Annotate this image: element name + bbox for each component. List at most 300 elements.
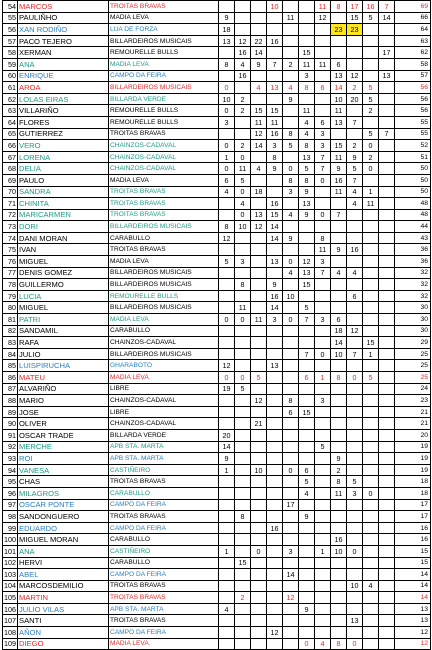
team-cell: CHAINZOS-CADAVAL [109,140,219,152]
round-score-cell [347,256,363,268]
round-score-cell: 10 [235,221,251,233]
round-score-cell: 5 [283,140,299,152]
round-score-cell: 14 [251,140,267,152]
round-score-cell [331,256,347,268]
round-score-cell [251,267,267,279]
round-score-cell [267,453,283,465]
round-score-cell: 13 [331,116,347,128]
round-score-cell [331,232,347,244]
round-score-cell: 9 [299,209,315,221]
round-score-cell [379,615,395,627]
team-cell: BILLARDEIROS MUSICAIS [109,348,219,360]
round-score-cell: 4 [235,58,251,70]
round-score-cell [331,221,347,233]
round-score-cell: 4 [219,603,235,615]
round-score-cell [299,592,315,604]
round-score-cell [299,453,315,465]
round-score-cell [283,429,299,441]
round-score-cell: 9 [267,163,283,175]
round-score-cell: 4 [251,82,267,94]
round-score-cell [235,267,251,279]
round-score-cell [267,186,283,198]
round-score-cell [299,545,315,557]
player-name-cell: SANDRA [18,186,109,198]
round-score-cell [235,348,251,360]
position-cell: 66 [3,140,18,152]
round-score-cell [283,1,299,13]
round-score-cell [299,93,315,105]
round-score-cell [315,487,331,499]
total-score-cell: 12 [395,627,431,639]
round-score-cell: 10 [251,464,267,476]
round-score-cell [219,1,235,13]
player-name-cell: MILAGROS [18,487,109,499]
position-cell: 91 [3,429,18,441]
round-score-cell: 13 [299,151,315,163]
round-score-cell [379,186,395,198]
round-score-cell [363,615,379,627]
position-cell: 78 [3,279,18,291]
table-row [3,163,431,175]
round-score-cell: 15 [299,47,315,59]
round-score-cell: 0 [219,140,235,152]
position-cell: 54 [3,1,18,13]
round-score-cell: 8 [299,174,315,186]
round-score-cell [363,70,379,82]
player-name-cell: DELIA [18,163,109,175]
round-score-cell [379,244,395,256]
round-score-cell: 4 [299,128,315,140]
round-score-cell [347,557,363,569]
round-score-cell: 4 [235,198,251,210]
round-score-cell: 1 [363,186,379,198]
table-row [3,221,431,233]
round-score-cell [267,476,283,488]
round-score-cell [363,383,379,395]
round-score-cell [283,302,299,314]
round-score-cell [219,128,235,140]
round-score-cell: 20 [219,429,235,441]
round-score-cell [363,441,379,453]
round-score-cell [251,325,267,337]
round-score-cell: 11 [315,1,331,13]
round-score-cell: 15 [267,209,283,221]
round-score-cell [347,534,363,546]
round-score-cell [251,557,267,569]
round-score-cell [363,232,379,244]
round-score-cell [283,418,299,430]
round-score-cell [251,302,267,314]
player-name-cell: CHAS [18,476,109,488]
round-score-cell [315,615,331,627]
round-score-cell [299,441,315,453]
round-score-cell: 4 [219,186,235,198]
position-cell: 56 [3,24,18,36]
round-score-cell [219,267,235,279]
round-score-cell: 11 [299,105,315,117]
round-score-cell: 9 [299,186,315,198]
round-score-cell [251,151,267,163]
position-cell: 84 [3,348,18,360]
round-score-cell [315,406,331,418]
table-row [3,534,431,546]
total-score-cell: 21 [395,406,431,418]
total-score-cell: 52 [395,140,431,152]
round-score-cell: 6 [219,174,235,186]
round-score-cell [315,464,331,476]
round-score-cell: 15 [267,105,283,117]
team-cell: MADIA LEVA [109,58,219,70]
round-score-cell [267,499,283,511]
round-score-cell [283,279,299,291]
team-cell: BILLARDEIROS MUSICAIS [109,302,219,314]
round-score-cell [219,627,235,639]
round-score-cell: 16 [267,522,283,534]
round-score-cell [283,24,299,36]
round-score-cell [315,279,331,291]
round-score-cell [331,429,347,441]
round-score-cell [331,406,347,418]
table-row [3,70,431,82]
round-score-cell [299,35,315,47]
round-score-cell [299,499,315,511]
position-cell: 79 [3,290,18,302]
round-score-cell [283,337,299,349]
team-cell: CAMPO DA FEIRA [109,569,219,581]
round-score-cell [347,58,363,70]
round-score-cell: 12 [299,256,315,268]
round-score-cell: 11 [283,12,299,24]
total-score-cell: 36 [395,256,431,268]
round-score-cell: 5 [299,163,315,175]
total-score-cell: 51 [395,151,431,163]
player-name-cell: PAULIÑHO [18,12,109,24]
round-score-cell [331,383,347,395]
player-name-cell: HERVI [18,557,109,569]
team-cell: CHAINZOS-CADAVAL [109,337,219,349]
round-score-cell: 8 [283,128,299,140]
position-cell: 89 [3,406,18,418]
round-score-cell [267,464,283,476]
round-score-cell [251,24,267,36]
round-score-cell [283,348,299,360]
table-row [3,372,431,384]
round-score-cell: 8 [315,232,331,244]
round-score-cell [299,12,315,24]
round-score-cell [379,198,395,210]
round-score-cell [379,348,395,360]
round-score-cell [331,198,347,210]
round-score-cell [235,325,251,337]
round-score-cell [315,35,331,47]
round-score-cell [331,522,347,534]
round-score-cell [267,580,283,592]
round-score-cell: 14 [267,221,283,233]
team-cell: CHAINZOS-CADAVAL [109,151,219,163]
round-score-cell: 0 [235,151,251,163]
round-score-cell: 1 [219,545,235,557]
round-score-cell [251,592,267,604]
round-score-cell [379,627,395,639]
round-score-cell: 3 [219,116,235,128]
player-name-cell: CHINITA [18,198,109,210]
round-score-cell [235,395,251,407]
round-score-cell [219,244,235,256]
team-cell: TROITAS BRAVAS [109,198,219,210]
round-score-cell [283,557,299,569]
round-score-cell: 9 [331,453,347,465]
round-score-cell [379,58,395,70]
table-row [3,325,431,337]
table-row [3,256,431,268]
round-score-cell: 7 [347,174,363,186]
table-row [3,24,431,36]
position-cell: 96 [3,487,18,499]
team-cell: CHAINZOS-CADAVAL [109,395,219,407]
round-score-cell: 0 [219,314,235,326]
table-row [3,116,431,128]
round-score-cell: 5 [363,12,379,24]
round-score-cell [267,325,283,337]
round-score-cell: 3 [347,487,363,499]
round-score-cell [219,418,235,430]
round-score-cell [315,557,331,569]
round-score-cell: 20 [347,93,363,105]
player-name-cell: ANA [18,58,109,70]
round-score-cell [235,418,251,430]
ranking-rows [3,1,431,650]
total-score-cell: 64 [395,24,431,36]
team-cell: MADIA LEVA [109,12,219,24]
round-score-cell: 14 [251,47,267,59]
round-score-cell [251,534,267,546]
round-score-cell [379,464,395,476]
round-score-cell [379,174,395,186]
team-cell: CARABULLO [109,232,219,244]
round-score-cell [363,627,379,639]
total-score-cell: 13 [395,603,431,615]
player-name-cell: RAFA [18,337,109,349]
round-score-cell [267,47,283,59]
player-name-cell: AROA [18,82,109,94]
round-score-cell [251,360,267,372]
round-score-cell: 2 [235,592,251,604]
round-score-cell [379,569,395,581]
position-cell: 85 [3,360,18,372]
round-score-cell: 6 [331,58,347,70]
round-score-cell: 3 [267,314,283,326]
round-score-cell [363,116,379,128]
table-row [3,186,431,198]
round-score-cell [283,476,299,488]
round-score-cell: 4 [283,267,299,279]
table-row [3,279,431,291]
round-score-cell [235,12,251,24]
round-score-cell [251,487,267,499]
round-score-cell: 0 [235,186,251,198]
ranking-table [2,0,431,650]
player-name-cell: PACO TEJERO [18,35,109,47]
team-cell: CARABULLO [109,557,219,569]
round-score-cell [235,1,251,13]
round-score-cell [315,476,331,488]
round-score-cell [251,1,267,13]
total-score-cell: 30 [395,314,431,326]
round-score-cell: 11 [331,151,347,163]
table-row [3,383,431,395]
round-score-cell [235,615,251,627]
total-score-cell: 56 [395,105,431,117]
round-score-cell: 0 [299,638,315,650]
round-score-cell: 0 [283,314,299,326]
team-cell: TROITAS BRAVAS [109,580,219,592]
round-score-cell [267,511,283,523]
round-score-cell [267,174,283,186]
round-score-cell [251,348,267,360]
round-score-cell [283,105,299,117]
round-score-cell [347,395,363,407]
round-score-cell [379,487,395,499]
round-score-cell [251,429,267,441]
round-score-cell [379,534,395,546]
player-name-cell: ENRIQUE [18,70,109,82]
position-cell: 100 [4,535,16,545]
round-score-cell [235,522,251,534]
round-score-cell [315,186,331,198]
round-score-cell: 8 [219,221,235,233]
round-score-cell [235,360,251,372]
total-score-cell: 15 [395,557,431,569]
round-score-cell [363,545,379,557]
table-row [3,580,431,592]
round-score-cell [283,360,299,372]
total-score-cell: 58 [395,58,431,70]
total-score-cell: 50 [395,163,431,175]
total-score-cell: 17 [395,499,431,511]
total-score-cell: 48 [395,209,431,221]
round-score-cell: 16 [267,290,283,302]
round-score-cell [251,615,267,627]
total-score-cell: 25 [395,360,431,372]
round-score-cell [219,290,235,302]
round-score-cell [251,337,267,349]
position-cell: 87 [3,383,18,395]
player-name-cell: ANA [18,545,109,557]
round-score-cell [363,453,379,465]
round-score-cell: 7 [315,151,331,163]
team-cell: CAMPO DA FEIRA [109,627,219,639]
round-score-cell [347,35,363,47]
table-row [3,314,431,326]
position-cell: 93 [3,453,18,465]
round-score-cell [379,209,395,221]
team-cell: REMOURELLE BULLS [109,116,219,128]
round-score-cell: 0 [347,372,363,384]
position-cell: 60 [3,70,18,82]
round-score-cell [363,418,379,430]
team-cell: GHARABOTO [109,360,219,372]
table-row [3,418,431,430]
team-cell: BILLARDEIROS MUSICAIS [109,267,219,279]
team-cell: CAMPO DA FEIRA [109,70,219,82]
player-name-cell: GUTIERREZ [18,128,109,140]
table-row [3,267,431,279]
round-score-cell [363,209,379,221]
round-score-cell [331,569,347,581]
total-score-cell: 36 [395,244,431,256]
round-score-cell [315,534,331,546]
round-score-cell [267,337,283,349]
round-score-cell: 7 [347,116,363,128]
player-name-cell: MIGUEL MORAN [18,534,109,546]
round-score-cell [363,290,379,302]
position-cell: 64 [3,116,18,128]
round-score-cell: 13 [251,209,267,221]
team-cell: TROITAS BRAVAS [109,128,219,140]
position-cell: 74 [3,232,18,244]
round-score-cell [315,603,331,615]
round-score-cell [315,499,331,511]
player-name-cell: OSCAR PONTE [18,499,109,511]
team-cell: MADIA LEVA [109,638,219,650]
round-score-cell: 0 [235,209,251,221]
round-score-cell: 12 [347,325,363,337]
round-score-cell: 16 [235,47,251,59]
round-score-cell [347,383,363,395]
round-score-cell: 5 [363,82,379,94]
round-score-cell [267,244,283,256]
position-cell: 104 [4,581,16,591]
table-row [3,603,431,615]
round-score-cell: 0 [219,163,235,175]
round-score-cell: 13 [267,82,283,94]
round-score-cell: 8 [331,476,347,488]
round-score-cell: 13 [267,360,283,372]
round-score-cell [347,627,363,639]
round-score-cell: 14 [267,302,283,314]
round-score-cell [347,464,363,476]
total-score-cell: 13 [395,615,431,627]
team-cell: REMOURELLE BULLS [109,105,219,117]
round-score-cell [219,534,235,546]
round-score-cell [363,511,379,523]
round-score-cell [379,151,395,163]
round-score-cell: 5 [315,441,331,453]
position-cell: 63 [3,105,18,117]
round-score-cell: 5 [299,476,315,488]
round-score-cell [235,603,251,615]
round-score-cell: 7 [299,314,315,326]
player-name-cell: DENIS GOMEZ [18,267,109,279]
round-score-cell [219,487,235,499]
round-score-cell [251,279,267,291]
round-score-cell: 1 [363,348,379,360]
round-score-cell: 0 [219,82,235,94]
round-score-cell [363,24,379,36]
team-cell: TROITAS BRAVAS [109,511,219,523]
total-score-cell: 12 [395,638,431,650]
round-score-cell: 12 [283,592,299,604]
round-score-cell [347,406,363,418]
round-score-cell: 8 [299,140,315,152]
round-score-cell: 0 [283,256,299,268]
team-cell: BILLARDA VERDE [109,93,219,105]
round-score-cell [379,302,395,314]
round-score-cell: 12 [235,35,251,47]
round-score-cell [331,395,347,407]
round-score-cell [347,232,363,244]
round-score-cell: 2 [347,82,363,94]
